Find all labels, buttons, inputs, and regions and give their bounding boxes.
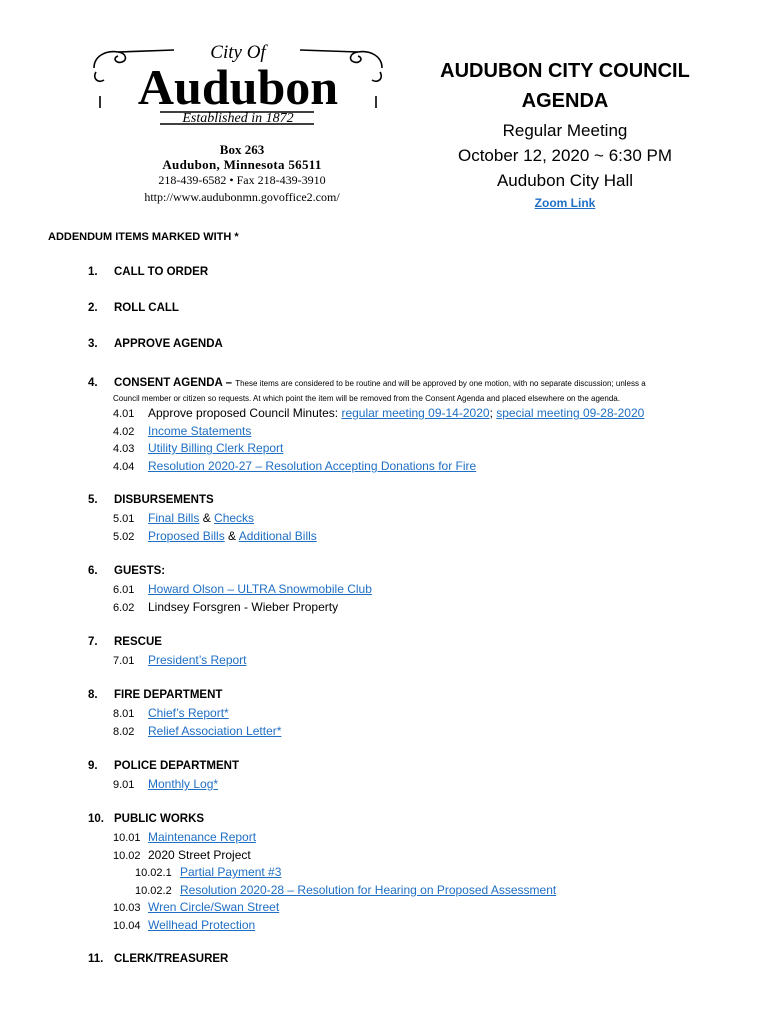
consent-items — [113, 405, 644, 475]
minutes-special-link[interactable]: special meeting 09-28-2020 — [496, 406, 645, 420]
section-call-to-order — [88, 266, 208, 278]
wellhead-protection-link[interactable]: Wellhead Protection — [148, 917, 256, 932]
section-number: 6. — [88, 565, 98, 577]
wren-circle-link[interactable]: Wren Circle/Swan Street — [148, 900, 280, 914]
agenda-item-10-02-1 — [113, 864, 556, 882]
section-number: 2. — [88, 302, 98, 314]
addendum-note: ADDENDUM ITEMS MARKED WITH * — [48, 231, 239, 243]
partial-payment-link[interactable]: Partial Payment #3 — [180, 865, 282, 879]
consent-note: These items are considered to be routine and will be approved by one motion, with no separate discussion; unless a — [235, 379, 646, 388]
agenda-item-4-01 — [113, 405, 644, 423]
relief-association-link[interactable]: Relief Association Letter* — [148, 723, 282, 738]
howard-olson-link[interactable]: Howard Olson – ULTRA Snowmobile Club — [148, 582, 372, 596]
item-number: 7.01 — [113, 655, 135, 667]
agenda-item-7-01 — [113, 652, 247, 670]
section-number: 4. — [88, 377, 98, 389]
utility-billing-link[interactable]: Utility Billing Clerk Report — [148, 441, 284, 455]
logo-established: Established in 1872 — [182, 111, 294, 126]
item-number: 5.01 — [113, 513, 135, 525]
section-title: POLICE DEPARTMENT — [114, 760, 240, 772]
item-ampersand: & — [199, 511, 215, 525]
website: http://www.audubonmn.govoffice2.com/ — [144, 190, 340, 204]
chiefs-report-link[interactable]: Chief’s Report* — [148, 706, 229, 720]
zoom-link[interactable]: Zoom Link — [534, 196, 596, 210]
resolution-2020-27-link[interactable]: Resolution 2020-27 – Resolution Accepting Donations for Fire — [148, 458, 477, 473]
fire-items — [113, 705, 281, 740]
section-clerk-treasurer — [88, 953, 228, 965]
agenda-item-9-01 — [113, 776, 218, 794]
item-number: 6.02 — [113, 601, 135, 614]
meeting-location: Audubon City Hall — [496, 171, 634, 190]
agenda-item-5-01 — [113, 510, 317, 528]
section-number: 10. — [88, 813, 104, 825]
resolution-2020-28-link[interactable]: Resolution 2020-28 – Resolution for Hearing on Proposed Assessment — [180, 882, 557, 897]
item-number: 10.01 — [113, 832, 141, 844]
section-number: 7. — [88, 636, 98, 648]
agenda-item-4-02 — [113, 423, 644, 441]
meeting-type: Regular Meeting — [502, 121, 628, 140]
agenda-item-10-03 — [113, 899, 556, 917]
section-public-works — [88, 813, 204, 825]
agenda-item-8-01 — [113, 705, 281, 723]
section-title: CLERK/TREASURER — [114, 953, 229, 965]
section-guests — [88, 565, 165, 577]
section-number: 3. — [88, 338, 98, 350]
police-items — [113, 776, 218, 794]
item-number: 10.03 — [113, 902, 141, 914]
item-separator: ; — [489, 406, 497, 420]
item-number: 5.02 — [113, 530, 135, 543]
public-works-items — [113, 829, 556, 934]
item-text: Approve proposed Council Minutes: — [148, 406, 342, 420]
monthly-log-link[interactable]: Monthly Log* — [148, 777, 219, 791]
logo-city-of: City Of — [210, 42, 266, 63]
item-number: 10.02.1 — [135, 867, 172, 879]
additional-bills-link[interactable]: Additional Bills — [238, 528, 317, 543]
presidents-report-link[interactable]: President’s Report — [148, 653, 247, 667]
item-number: 8.01 — [113, 708, 135, 720]
item-text: 2020 Street Project — [148, 847, 251, 862]
section-consent-agenda — [88, 377, 646, 389]
agenda-item-5-02 — [113, 528, 317, 546]
section-number: 11. — [88, 953, 104, 965]
guest-items — [113, 581, 372, 616]
section-number: 1. — [88, 266, 98, 278]
section-title: DISBURSEMENTS — [114, 494, 214, 506]
minutes-regular-link[interactable]: regular meeting 09-14-2020 — [341, 406, 490, 420]
item-number: 10.02 — [113, 849, 141, 862]
section-police-department — [88, 760, 239, 772]
agenda-item-10-02-2 — [113, 882, 556, 900]
agenda-item-10-02 — [113, 847, 556, 865]
section-title: FIRE DEPARTMENT — [114, 689, 223, 701]
section-title: PUBLIC WORKS — [114, 813, 205, 825]
proposed-bills-link[interactable]: Proposed Bills — [148, 528, 225, 543]
section-number: 8. — [88, 689, 98, 701]
agenda-item-8-02 — [113, 723, 281, 741]
rescue-items — [113, 652, 247, 670]
item-number: 4.01 — [113, 408, 135, 420]
item-text: Lindsey Forsgren - Wieber Property — [148, 599, 339, 614]
section-title: RESCUE — [114, 636, 162, 648]
consent-note-continued: Council member or citizen so requests. At which point the item will be removed from the Consent Agenda and placed elsewhere on the agenda. — [113, 394, 620, 403]
agenda-item-4-03 — [113, 440, 644, 458]
maintenance-report-link[interactable]: Maintenance Report — [148, 830, 257, 844]
section-title: ROLL CALL — [114, 302, 179, 314]
section-disbursements — [88, 494, 214, 506]
item-number: 10.04 — [113, 919, 141, 932]
item-number: 4.04 — [113, 460, 135, 473]
item-number: 4.02 — [113, 425, 135, 438]
city-logo — [88, 38, 388, 128]
section-rescue — [88, 636, 162, 648]
section-title: APPROVE AGENDA — [114, 338, 223, 350]
agenda-item-4-04 — [113, 458, 644, 476]
item-number: 6.01 — [113, 584, 135, 596]
section-title: CALL TO ORDER — [114, 266, 209, 278]
agenda-item-6-01 — [113, 581, 372, 599]
item-ampersand: & — [224, 528, 239, 543]
phone-fax: 218-439-6582 • Fax 218-439-3910 — [158, 173, 326, 187]
title-line2: AGENDA — [521, 90, 609, 112]
section-roll-call — [88, 302, 179, 314]
city-state: Audubon, Minnesota 56511 — [162, 157, 322, 172]
agenda-item-6-02 — [113, 599, 372, 617]
disbursement-items — [113, 510, 317, 545]
item-number: 8.02 — [113, 725, 135, 738]
logo-name: Audubon — [137, 59, 339, 115]
agenda-item-10-04 — [113, 917, 556, 935]
section-number: 9. — [88, 760, 98, 772]
agenda-item-10-01 — [113, 829, 556, 847]
section-approve-agenda — [88, 338, 223, 350]
item-number: 9.01 — [113, 779, 135, 791]
checks-link[interactable]: Checks — [214, 511, 255, 525]
final-bills-link[interactable]: Final Bills — [148, 511, 200, 525]
section-number: 5. — [88, 494, 98, 506]
title-line1: AUDUBON CITY COUNCIL — [440, 60, 690, 82]
item-number: 10.02.2 — [135, 884, 172, 897]
section-fire-department — [88, 689, 222, 701]
income-statements-link[interactable]: Income Statements — [148, 423, 252, 438]
section-title: GUESTS: — [114, 565, 166, 577]
item-number: 4.03 — [113, 443, 135, 455]
section-title: CONSENT AGENDA – — [114, 377, 232, 389]
meeting-date-time: October 12, 2020 ~ 6:30 PM — [457, 146, 673, 165]
po-box: Box 263 — [219, 142, 265, 157]
